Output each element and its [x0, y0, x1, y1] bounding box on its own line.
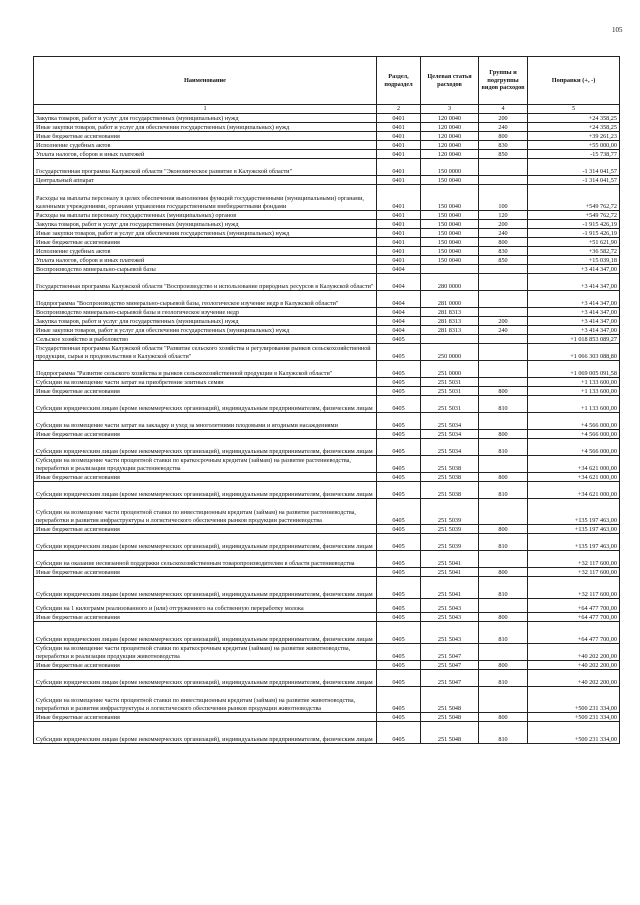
row-section: 0404: [377, 326, 421, 335]
row-target: 251 5047: [421, 670, 479, 687]
row-target: 280 0000: [421, 274, 479, 291]
row-amount: +500 231 334,00: [528, 687, 620, 713]
row-target: 150 0040: [421, 229, 479, 238]
table-row: [34, 308, 620, 317]
row-target: 150 0040: [421, 211, 479, 220]
table-row: [34, 499, 620, 525]
row-section: 0401: [377, 123, 421, 132]
row-group: [479, 361, 528, 378]
row-group: [479, 499, 528, 525]
row-group: 200: [479, 114, 528, 123]
row-name: Государственная программа Калужской области "Воспроизводство и использование природных ресурсов в Калужской области": [34, 274, 377, 291]
table-row: [34, 114, 620, 123]
row-amount: +34 621 000,00: [528, 456, 620, 473]
row-name: Исполнение судебных актов: [34, 141, 377, 150]
row-section: 0401: [377, 238, 421, 247]
table-row: [34, 132, 620, 141]
row-name: Иные бюджетные ассигнования: [34, 568, 377, 577]
row-name: Субсидии на 1 килограмм реализованного и (или) отгруженного на собственную переработку молока: [34, 599, 377, 613]
row-target: 251 0000: [421, 361, 479, 378]
row-group: 810: [479, 722, 528, 744]
row-group: 240: [479, 229, 528, 238]
row-section: 0405: [377, 613, 421, 622]
row-section: 0405: [377, 378, 421, 387]
row-target: 120 0040: [421, 132, 479, 141]
row-section: 0405: [377, 551, 421, 568]
header-name: Наименование: [34, 57, 377, 105]
table-row: [34, 211, 620, 220]
row-name: Уплата налогов, сборов и иных платежей: [34, 150, 377, 159]
row-target: 251 5048: [421, 722, 479, 744]
row-group: 800: [479, 473, 528, 482]
row-target: [421, 265, 479, 274]
row-amount: +3 414 347,00: [528, 317, 620, 326]
row-section: 0405: [377, 439, 421, 456]
table-row: [34, 387, 620, 396]
row-section: 0404: [377, 317, 421, 326]
table-row: [34, 159, 620, 176]
row-group: 800: [479, 568, 528, 577]
table-row: [34, 220, 620, 229]
row-name: Субсидии на возмещение части процентной ставки по инвестиционным кредитам (займам) на развитие животноводства, переработки и развития инфраструктуры и логистического обеспечения рынков продукции животноводства: [34, 687, 377, 713]
row-name: Субсидии юридическим лицам (кроме некоммерческих организаций), индивидуальным предпринимателям, физическим лицам: [34, 439, 377, 456]
row-amount: +32 117 600,00: [528, 551, 620, 568]
row-amount: +135 197 463,00: [528, 499, 620, 525]
row-group: 800: [479, 713, 528, 722]
table-row: [34, 722, 620, 744]
row-section: 0405: [377, 456, 421, 473]
row-target: 251 5041: [421, 568, 479, 577]
row-amount: +15 039,18: [528, 256, 620, 265]
table-row: [34, 317, 620, 326]
row-section: 0401: [377, 247, 421, 256]
row-name: Иные бюджетные ассигнования: [34, 473, 377, 482]
row-amount: +64 477 700,00: [528, 622, 620, 644]
table-row: [34, 430, 620, 439]
row-amount: +4 566 000,00: [528, 439, 620, 456]
row-group: [479, 274, 528, 291]
row-section: 0405: [377, 670, 421, 687]
row-amount: -1 314 041,57: [528, 159, 620, 176]
table-row: [34, 456, 620, 473]
row-target: 120 0040: [421, 150, 479, 159]
row-target: 281 0000: [421, 291, 479, 308]
row-target: 251 5039: [421, 525, 479, 534]
row-amount: +4 566 000,00: [528, 430, 620, 439]
row-name: Закупка товаров, работ и услуг для государственных (муниципальных) нужд: [34, 317, 377, 326]
row-group: 800: [479, 430, 528, 439]
row-amount: +1 133 600,00: [528, 396, 620, 413]
column-number: 3: [421, 105, 479, 114]
row-amount: -1 915 426,19: [528, 220, 620, 229]
row-amount: +39 261,23: [528, 132, 620, 141]
table-row: [34, 344, 620, 361]
row-name: Иные бюджетные ассигнования: [34, 387, 377, 396]
row-target: 251 5031: [421, 396, 479, 413]
row-amount: +500 231 334,00: [528, 713, 620, 722]
table-row: [34, 713, 620, 722]
row-target: 281 8313: [421, 317, 479, 326]
row-name: Иные закупки товаров, работ и услуг для обеспечения государственных (муниципальных) нужд: [34, 123, 377, 132]
row-target: 251 5048: [421, 713, 479, 722]
column-number: 2: [377, 105, 421, 114]
table-row: [34, 274, 620, 291]
row-section: 0404: [377, 308, 421, 317]
table-row: [34, 247, 620, 256]
table-row: [34, 525, 620, 534]
table-row: [34, 361, 620, 378]
row-group: 240: [479, 123, 528, 132]
row-section: 0405: [377, 525, 421, 534]
row-section: 0401: [377, 114, 421, 123]
row-target: 150 0040: [421, 238, 479, 247]
table-row: [34, 687, 620, 713]
row-name: Исполнение судебных актов: [34, 247, 377, 256]
table-row: [34, 176, 620, 185]
row-group: 810: [479, 622, 528, 644]
table-row: [34, 613, 620, 622]
row-target: 150 0000: [421, 159, 479, 176]
row-amount: +549 762,72: [528, 211, 620, 220]
row-group: [479, 176, 528, 185]
row-group: 810: [479, 396, 528, 413]
row-amount: +549 762,72: [528, 185, 620, 211]
row-group: [479, 644, 528, 661]
row-target: 150 0040: [421, 176, 479, 185]
header-amendment: Поправки (+, -): [528, 57, 620, 105]
row-name: Субсидии на возмещение части процентной ставки по краткосрочным кредитам (займам) на развитие растениеводства, переработки и реализации продукции растениеводства: [34, 456, 377, 473]
table-row: [34, 551, 620, 568]
row-name: Уплата налогов, сборов и иных платежей: [34, 256, 377, 265]
row-amount: +3 414 347,00: [528, 291, 620, 308]
row-target: 281 8313: [421, 308, 479, 317]
row-name: Иные бюджетные ассигнования: [34, 713, 377, 722]
table-row: [34, 439, 620, 456]
row-name: Иные закупки товаров, работ и услуг для обеспечения государственных (муниципальных) нужд: [34, 229, 377, 238]
table-row: [34, 473, 620, 482]
row-amount: +3 414 347,00: [528, 265, 620, 274]
column-number: 1: [34, 105, 377, 114]
row-name: Воспроизводство минерально-сырьевой базы и геологическое изучение недр: [34, 308, 377, 317]
row-name: Подпрограмма "Воспроизводство минерально-сырьевой базы, геологическое изучение недр в Калужской области": [34, 291, 377, 308]
row-section: 0401: [377, 229, 421, 238]
row-target: 251 5034: [421, 430, 479, 439]
row-group: [479, 687, 528, 713]
row-target: 120 0040: [421, 141, 479, 150]
row-target: 120 0040: [421, 114, 479, 123]
row-group: [479, 413, 528, 430]
row-section: 0405: [377, 482, 421, 499]
row-name: Субсидии на возмещение части процентной ставки по краткосрочным кредитам (займам) на развитие животноводства, переработки и реализации продукции животноводства: [34, 644, 377, 661]
row-amount: +135 197 463,00: [528, 534, 620, 551]
row-group: 800: [479, 525, 528, 534]
row-amount: +24 358,25: [528, 114, 620, 123]
row-group: [479, 335, 528, 344]
row-name: Расходы на выплаты персоналу в целях обеспечения выполнения функций государственными (муниципальными) органами, казенными учреждениями, органами управления государственными внебюджетными фондами: [34, 185, 377, 211]
row-amount: +34 621 000,00: [528, 482, 620, 499]
row-amount: +36 582,72: [528, 247, 620, 256]
row-group: [479, 378, 528, 387]
row-group: 800: [479, 613, 528, 622]
row-section: 0405: [377, 687, 421, 713]
row-group: 850: [479, 150, 528, 159]
row-amount: +64 477 700,00: [528, 599, 620, 613]
row-section: 0401: [377, 150, 421, 159]
row-target: 251 5041: [421, 551, 479, 568]
row-amount: -1 314 041,57: [528, 176, 620, 185]
row-group: [479, 551, 528, 568]
row-section: 0405: [377, 577, 421, 599]
table-row: [34, 482, 620, 499]
row-group: 810: [479, 439, 528, 456]
page-number: 105: [612, 26, 623, 34]
row-target: 251 5031: [421, 378, 479, 387]
row-amount: +51 621,90: [528, 238, 620, 247]
row-group: 800: [479, 661, 528, 670]
row-name: Центральный аппарат: [34, 176, 377, 185]
row-group: 850: [479, 256, 528, 265]
row-amount: +500 231 334,00: [528, 722, 620, 744]
row-amount: +64 477 700,00: [528, 613, 620, 622]
table-row: [34, 568, 620, 577]
row-target: 250 0000: [421, 344, 479, 361]
row-name: Субсидии на возмещение части затрат на приобретение элитных семян: [34, 378, 377, 387]
row-section: 0404: [377, 291, 421, 308]
row-name: Государственная программа Калужской области "Развитие сельского хозяйства и регулирования рынков сельскохозяйственной продукции, сырья и продовольствия в Калужской области": [34, 344, 377, 361]
row-amount: +3 414 347,00: [528, 274, 620, 291]
row-group: 830: [479, 141, 528, 150]
table-row: [34, 123, 620, 132]
row-section: 0401: [377, 159, 421, 176]
header-target: Целевая статья расходов: [421, 57, 479, 105]
table-row: [34, 335, 620, 344]
row-section: 0405: [377, 534, 421, 551]
table-row: [34, 229, 620, 238]
row-group: 120: [479, 211, 528, 220]
row-name: Иные бюджетные ассигнования: [34, 661, 377, 670]
row-section: 0405: [377, 335, 421, 344]
row-amount: +32 117 600,00: [528, 568, 620, 577]
row-target: 251 5038: [421, 473, 479, 482]
row-section: 0401: [377, 256, 421, 265]
row-name: Сельское хозяйство и рыболовство: [34, 335, 377, 344]
row-section: 0405: [377, 361, 421, 378]
row-name: Субсидии на возмещение части затрат на закладку и уход за многолетними плодовыми и ягодными насаждениями: [34, 413, 377, 430]
table-row: [34, 599, 620, 613]
row-group: 810: [479, 670, 528, 687]
row-target: 251 5043: [421, 613, 479, 622]
row-group: [479, 456, 528, 473]
row-name: Иные бюджетные ассигнования: [34, 430, 377, 439]
header-section: Раздел, подраздел: [377, 57, 421, 105]
table-row: [34, 644, 620, 661]
row-amount: +24 358,25: [528, 123, 620, 132]
row-section: 0405: [377, 713, 421, 722]
row-target: 251 5043: [421, 599, 479, 613]
row-target: 251 5048: [421, 687, 479, 713]
row-target: 251 5039: [421, 534, 479, 551]
row-group: [479, 599, 528, 613]
row-section: 0404: [377, 265, 421, 274]
row-name: Субсидии юридическим лицам (кроме некоммерческих организаций), индивидуальным предпринимателям, физическим лицам: [34, 534, 377, 551]
row-amount: +135 197 463,00: [528, 525, 620, 534]
row-target: 251 5047: [421, 661, 479, 670]
row-group: 800: [479, 387, 528, 396]
table-row: [34, 291, 620, 308]
table-row: [34, 622, 620, 644]
table-row: [34, 534, 620, 551]
row-section: 0401: [377, 211, 421, 220]
row-target: 150 0040: [421, 247, 479, 256]
row-section: 0405: [377, 413, 421, 430]
row-amount: +40 202 200,00: [528, 661, 620, 670]
row-target: 150 0040: [421, 256, 479, 265]
row-name: Субсидии на возмещение части процентной ставки по инвестиционным кредитам (займам) на развитие растениеводства, переработки и развития инфраструктуры и логистического обеспечения рынков продукции растениеводства: [34, 499, 377, 525]
budget-amendments-table: [33, 56, 620, 744]
row-section: 0405: [377, 568, 421, 577]
row-name: Субсидии юридическим лицам (кроме некоммерческих организаций), индивидуальным предпринимателям, физическим лицам: [34, 396, 377, 413]
row-group: 800: [479, 238, 528, 247]
row-section: 0405: [377, 344, 421, 361]
row-group: 100: [479, 185, 528, 211]
row-name: Иные бюджетные ассигнования: [34, 238, 377, 247]
row-target: 251 5043: [421, 622, 479, 644]
row-amount: +1 018 853 089,27: [528, 335, 620, 344]
row-name: Иные бюджетные ассигнования: [34, 525, 377, 534]
row-amount: +3 414 347,00: [528, 326, 620, 335]
row-section: 0405: [377, 599, 421, 613]
row-group: 810: [479, 577, 528, 599]
row-amount: +40 202 200,00: [528, 644, 620, 661]
row-amount: +1 133 600,00: [528, 387, 620, 396]
row-group: [479, 344, 528, 361]
row-section: 0404: [377, 274, 421, 291]
row-name: Закупка товаров, работ и услуг для государственных (муниципальных) нужд: [34, 114, 377, 123]
row-target: 251 5038: [421, 456, 479, 473]
row-target: 251 5034: [421, 413, 479, 430]
table-row: [34, 661, 620, 670]
row-target: 251 5039: [421, 499, 479, 525]
column-number: 4: [479, 105, 528, 114]
column-number: 5: [528, 105, 620, 114]
table-body: [34, 114, 620, 744]
row-target: 150 0040: [421, 185, 479, 211]
row-group: 240: [479, 326, 528, 335]
row-name: Закупка товаров, работ и услуг для государственных (муниципальных) нужд: [34, 220, 377, 229]
table-row: [34, 326, 620, 335]
row-target: 150 0040: [421, 220, 479, 229]
row-target: 251 5038: [421, 482, 479, 499]
row-amount: +32 117 600,00: [528, 577, 620, 599]
row-name: Субсидии на оказание несвязанной поддержки сельскохозяйственным товаропроизводителям в области растениеводства: [34, 551, 377, 568]
row-target: 251 5031: [421, 387, 479, 396]
row-amount: +34 621 000,00: [528, 473, 620, 482]
table-row: [34, 185, 620, 211]
row-section: 0405: [377, 396, 421, 413]
row-group: 810: [479, 482, 528, 499]
row-name: Субсидии юридическим лицам (кроме некоммерческих организаций), индивидуальным предпринимателям, физическим лицам: [34, 722, 377, 744]
row-amount: +1 069 005 091,58: [528, 361, 620, 378]
row-name: Иные закупки товаров, работ и услуг для обеспечения государственных (муниципальных) нужд: [34, 326, 377, 335]
row-section: 0405: [377, 661, 421, 670]
row-target: 120 0040: [421, 123, 479, 132]
row-amount: +4 566 000,00: [528, 413, 620, 430]
row-group: 800: [479, 132, 528, 141]
row-section: 0405: [377, 430, 421, 439]
header-groups: Группы и подгруппы видов расходов: [479, 57, 528, 105]
row-section: 0401: [377, 220, 421, 229]
row-amount: +40 202 200,00: [528, 670, 620, 687]
row-name: Субсидии юридическим лицам (кроме некоммерческих организаций), индивидуальным предпринимателям, физическим лицам: [34, 482, 377, 499]
table-row: [34, 577, 620, 599]
table-row: [34, 150, 620, 159]
row-amount: +1 066 303 088,80: [528, 344, 620, 361]
row-group: 830: [479, 247, 528, 256]
row-target: 251 5041: [421, 577, 479, 599]
row-group: [479, 308, 528, 317]
table-row: [34, 141, 620, 150]
row-target: 251 5047: [421, 644, 479, 661]
row-target: 251 5034: [421, 439, 479, 456]
row-section: 0401: [377, 141, 421, 150]
row-section: 0401: [377, 132, 421, 141]
row-section: 0405: [377, 499, 421, 525]
row-section: 0405: [377, 387, 421, 396]
row-section: 0405: [377, 473, 421, 482]
table-row: [34, 265, 620, 274]
row-group: [479, 265, 528, 274]
row-name: Субсидии юридическим лицам (кроме некоммерческих организаций), индивидуальным предпринимателям, физическим лицам: [34, 670, 377, 687]
row-section: 0405: [377, 644, 421, 661]
row-amount: -1 915 426,19: [528, 229, 620, 238]
row-section: 0405: [377, 722, 421, 744]
row-name: Иные бюджетные ассигнования: [34, 613, 377, 622]
row-amount: +3 414 347,00: [528, 308, 620, 317]
row-name: Субсидии юридическим лицам (кроме некоммерческих организаций), индивидуальным предпринимателям, физическим лицам: [34, 622, 377, 644]
table-row: [34, 238, 620, 247]
row-group: 200: [479, 317, 528, 326]
row-name: Подпрограмма "Развитие сельского хозяйства и рынков сельскохозяйственной продукции в Калужской области": [34, 361, 377, 378]
row-amount: +1 133 600,00: [528, 378, 620, 387]
row-group: 810: [479, 534, 528, 551]
table-row: [34, 670, 620, 687]
row-amount: -15 738,77: [528, 150, 620, 159]
row-name: Расходы на выплаты персоналу государственных (муниципальных) органов: [34, 211, 377, 220]
row-target: 281 8313: [421, 326, 479, 335]
table-row: [34, 413, 620, 430]
table-row: [34, 256, 620, 265]
row-name: Иные бюджетные ассигнования: [34, 132, 377, 141]
row-amount: +55 000,00: [528, 141, 620, 150]
row-name: Субсидии юридическим лицам (кроме некоммерческих организаций), индивидуальным предпринимателям, физическим лицам: [34, 577, 377, 599]
table-row: [34, 396, 620, 413]
row-section: 0401: [377, 176, 421, 185]
row-section: 0401: [377, 185, 421, 211]
row-name: Воспроизводство минерально-сырьевой базы: [34, 265, 377, 274]
row-group: 200: [479, 220, 528, 229]
row-section: 0405: [377, 622, 421, 644]
row-group: [479, 291, 528, 308]
row-target: [421, 335, 479, 344]
row-group: [479, 159, 528, 176]
row-name: Государственная программа Калужской области "Экономическое развитие в Калужской области": [34, 159, 377, 176]
table-row: [34, 378, 620, 387]
